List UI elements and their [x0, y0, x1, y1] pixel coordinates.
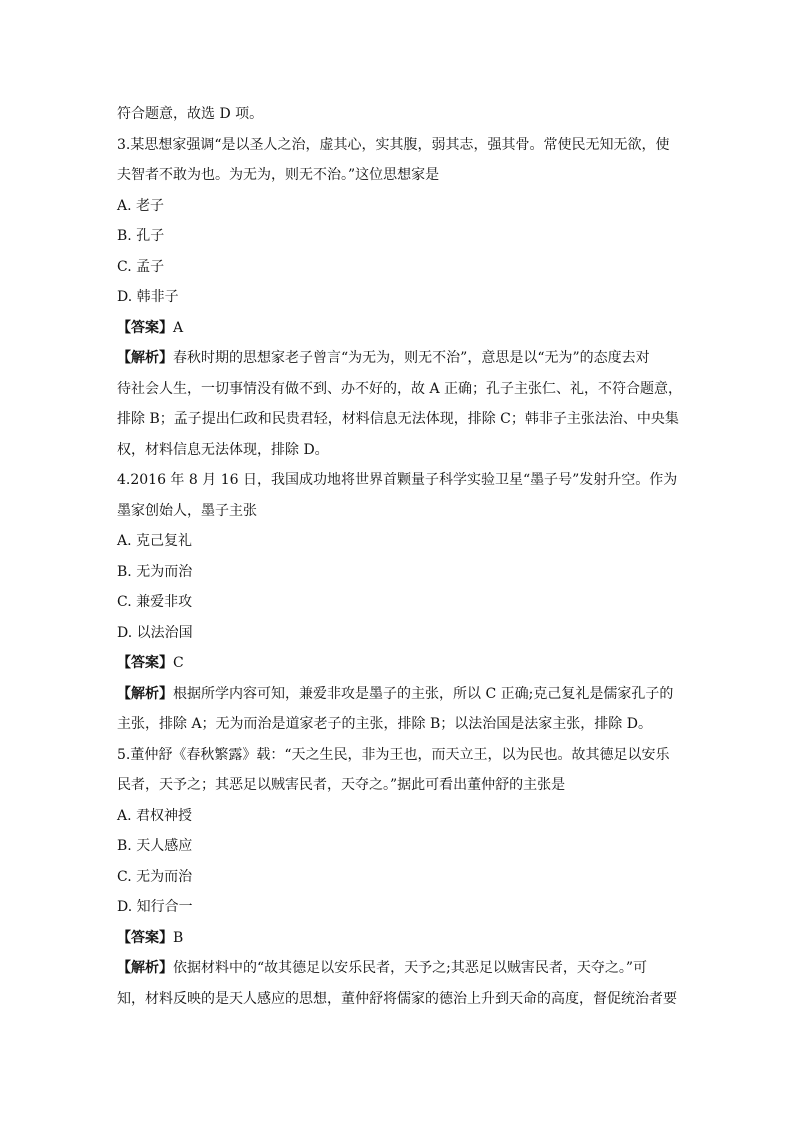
text-line: 民者，天予之；其恶足以贼害民者，天夺之。”据此可看出董仲舒的主张是: [117, 777, 566, 793]
option-line: C. 无为而治: [117, 868, 193, 885]
text-line: 符合题意，故选 D 项。: [117, 106, 264, 122]
text-line: 待社会人生，一切事情没有做不到、办不好的，故 A 正确；孔子主张仁、礼，不符合题意，: [117, 380, 683, 397]
analysis-line: [117, 953, 677, 984]
option-line: A. 君权神授: [117, 807, 193, 824]
option-line: B. 孔子: [117, 228, 165, 244]
answer-label: 【答案】: [117, 929, 173, 946]
analysis-text: 根据所学内容可知，兼爱非攻是墨子的主张，所以 C 正确;克己复礼是儒家孔子的: [173, 685, 674, 702]
option-line: C. 兼爱非攻: [117, 594, 193, 610]
answer-value: A: [173, 319, 184, 336]
document-body: [117, 99, 683, 1014]
answer-value: B: [173, 929, 184, 946]
option-line: A. 老子: [117, 197, 165, 214]
answer-line: [117, 648, 677, 679]
text-line: 墨家创始人，墨子主张: [117, 502, 257, 519]
analysis-label: 【解析】: [117, 350, 173, 366]
answer-label: 【答案】: [117, 319, 173, 336]
option-line: D. 以法治国: [117, 624, 193, 641]
text-line: 主张，排除 A；无为而治是道家老子的主张，排除 B；以法治国是法家主张，排除 D。: [117, 716, 652, 732]
answer-line: [117, 923, 677, 954]
option-line: D. 韩非子: [117, 289, 179, 305]
analysis-label: 【解析】: [117, 960, 173, 976]
analysis-label: 【解析】: [117, 685, 173, 702]
option-line: A. 克己复礼: [117, 533, 193, 549]
answer-line: [117, 313, 677, 344]
analysis-text: 依据材料中的“故其德足以安乐民者，天予之;其恶足以贼害民者，天夺之。”可: [173, 960, 648, 976]
analysis-text: 春秋时期的思想家老子曾言“为无为，则无不治”，意思是以“无为”的态度去对: [173, 350, 650, 366]
text-line: 4.2016 年 8 月 16 日，我国成功地将世界首颗量子科学实验卫星“墨子号”发射升空。作为: [117, 472, 678, 488]
text-line: 知，材料反映的是天人感应的思想，董仲舒将儒家的德治上升到天命的高度，督促统治者要: [117, 990, 677, 1007]
text-line: 排除 B；孟子提出仁政和民贵君轻，材料信息无法体现，排除 C；韩非子主张法治、中央集: [117, 411, 679, 427]
text-line: 权，材料信息无法体现，排除 D。: [117, 441, 329, 458]
answer-value: C: [173, 655, 184, 671]
option-line: C. 孟子: [117, 258, 165, 275]
text-line: 5.董仲舒《春秋繁露》载：“天之生民，非为王也，而天立王，以为民也。故其德足以安乐: [117, 746, 670, 763]
option-line: B. 天人感应: [117, 838, 193, 854]
text-line: 3.某思想家强调“是以圣人之治，虚其心，实其腹，弱其志，强其骨。常使民无知无欲，使: [117, 136, 670, 153]
option-line: B. 无为而治: [117, 563, 193, 580]
answer-label: 【答案】: [117, 655, 173, 671]
analysis-line: [117, 343, 677, 374]
analysis-line: [117, 679, 677, 710]
text-line: 夫智者不敢为也。为无为，则无不治。”这位思想家是: [117, 167, 440, 183]
option-line: D. 知行合一: [117, 899, 193, 915]
